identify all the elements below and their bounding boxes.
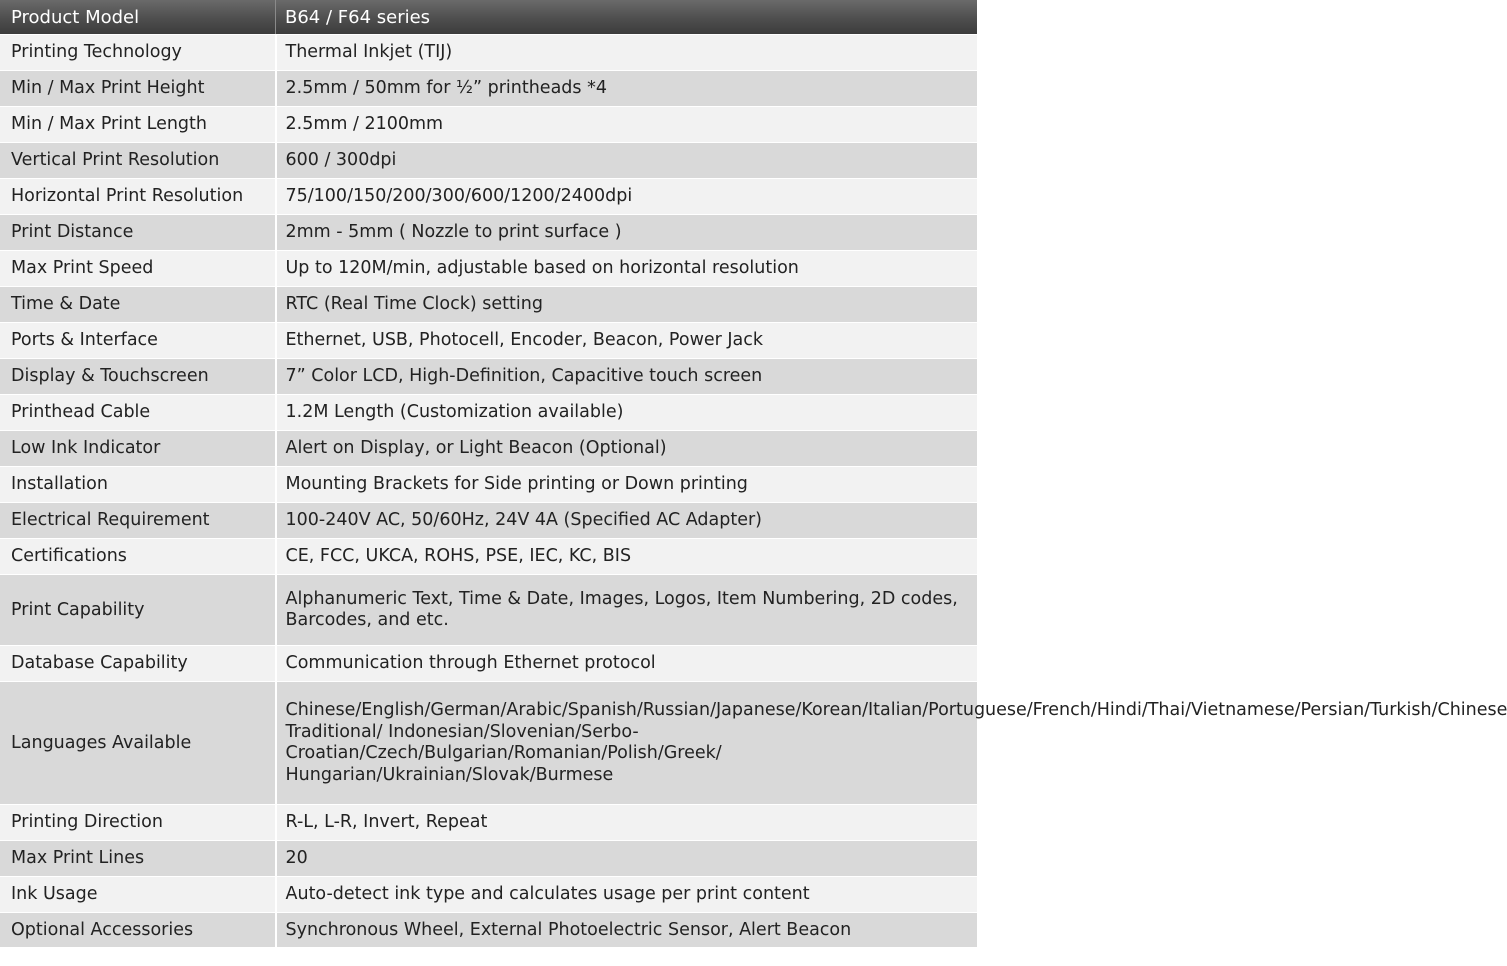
table-row: [0, 539, 977, 575]
table-row: [0, 646, 977, 682]
spec-label: Printing Direction: [0, 805, 276, 841]
spec-value: Communication through Ethernet protocol: [276, 646, 978, 682]
header-value-cell: B64 / F64 series: [276, 0, 978, 35]
spec-label: Vertical Print Resolution: [0, 143, 276, 179]
table-row: [0, 913, 977, 948]
spec-label: Printing Technology: [0, 35, 276, 71]
spec-label: Printhead Cable: [0, 395, 276, 431]
table-row: [0, 287, 977, 323]
header-label-cell: Product Model: [0, 0, 276, 35]
languages-text: Chinese/English/German/Arabic/Spanish/Russian/Japanese/Korean/Italian/Portuguese/French/Hindi/Thai/Vietnamese/Persian/Turkish/Chinese Traditional/ Indonesian/Slovenian/Serbo-Croatian/Czech/Bulgarian/Romanian/Polish/Greek/ Hungarian/Ukrainian/Slovak/Burmese: [285, 700, 1507, 785]
spec-value: Thermal Inkjet (TIJ): [276, 35, 978, 71]
table-row: [0, 877, 977, 913]
table-row: [0, 323, 977, 359]
table-row: [0, 431, 977, 467]
spec-label: Optional Accessories: [0, 913, 276, 948]
spec-value: CE, FCC, UKCA, ROHS, PSE, IEC, KC, BIS: [276, 539, 978, 575]
spec-label: Low Ink Indicator: [0, 431, 276, 467]
spec-value: Up to 120M/min, adjustable based on horizontal resolution: [276, 251, 978, 287]
spec-value-languages: [276, 682, 1507, 805]
spec-label: Print Distance: [0, 215, 276, 251]
spec-value: Alphanumeric Text, Time & Date, Images, Logos, Item Numbering, 2D codes, Barcodes, and etc.: [276, 575, 978, 646]
spec-label: Horizontal Print Resolution: [0, 179, 276, 215]
spec-value: Alert on Display, or Light Beacon (Optional): [276, 431, 978, 467]
table-row: [0, 71, 977, 107]
spec-value: 20: [276, 841, 978, 877]
spec-label: Min / Max Print Height: [0, 71, 276, 107]
spec-label: Max Print Speed: [0, 251, 276, 287]
spec-label: Certifications: [0, 539, 276, 575]
table-row: [0, 467, 977, 503]
table-row: [0, 179, 977, 215]
spec-value: RTC (Real Time Clock) setting: [276, 287, 978, 323]
table-row: [0, 395, 977, 431]
table-row: [0, 359, 977, 395]
spec-value: 2.5mm / 2100mm: [276, 107, 978, 143]
table-row: [0, 503, 977, 539]
spec-value: 2mm - 5mm ( Nozzle to print surface ): [276, 215, 978, 251]
spec-label: Ink Usage: [0, 877, 276, 913]
spec-label: Database Capability: [0, 646, 276, 682]
spec-label: Installation: [0, 467, 276, 503]
spec-value: Ethernet, USB, Photocell, Encoder, Beacon, Power Jack: [276, 323, 978, 359]
spec-value: 75/100/150/200/300/600/1200/2400dpi: [276, 179, 978, 215]
table-row: [0, 805, 977, 841]
table-row: [0, 107, 977, 143]
spec-value: 100-240V AC, 50/60Hz, 24V 4A (Specified AC Adapter): [276, 503, 978, 539]
spec-value: 600 / 300dpi: [276, 143, 978, 179]
spec-value: Auto-detect ink type and calculates usage per print content: [276, 877, 978, 913]
table-row: [0, 841, 977, 877]
spec-label: Electrical Requirement: [0, 503, 276, 539]
table-row: [0, 682, 977, 805]
spec-label: Ports & Interface: [0, 323, 276, 359]
spec-value: 7” Color LCD, High-Definition, Capacitive touch screen: [276, 359, 978, 395]
spec-value: Mounting Brackets for Side printing or Down printing: [276, 467, 978, 503]
spec-label: Max Print Lines: [0, 841, 276, 877]
spec-value: 2.5mm / 50mm for ½” printheads *4: [276, 71, 978, 107]
table-row: [0, 143, 977, 179]
spec-value: R-L, L-R, Invert, Repeat: [276, 805, 978, 841]
table-header-row: [0, 0, 977, 35]
spec-label: Min / Max Print Length: [0, 107, 276, 143]
spec-value: Synchronous Wheel, External Photoelectric Sensor, Alert Beacon: [276, 913, 978, 948]
table-row: [0, 35, 977, 71]
spec-label: Display & Touchscreen: [0, 359, 276, 395]
spec-label: Time & Date: [0, 287, 276, 323]
table-row: [0, 251, 977, 287]
table-row: [0, 575, 977, 646]
spec-label: Print Capability: [0, 575, 276, 646]
spec-value: 1.2M Length (Customization available): [276, 395, 978, 431]
table-row: [0, 215, 977, 251]
spec-label: Languages Available: [0, 682, 276, 805]
